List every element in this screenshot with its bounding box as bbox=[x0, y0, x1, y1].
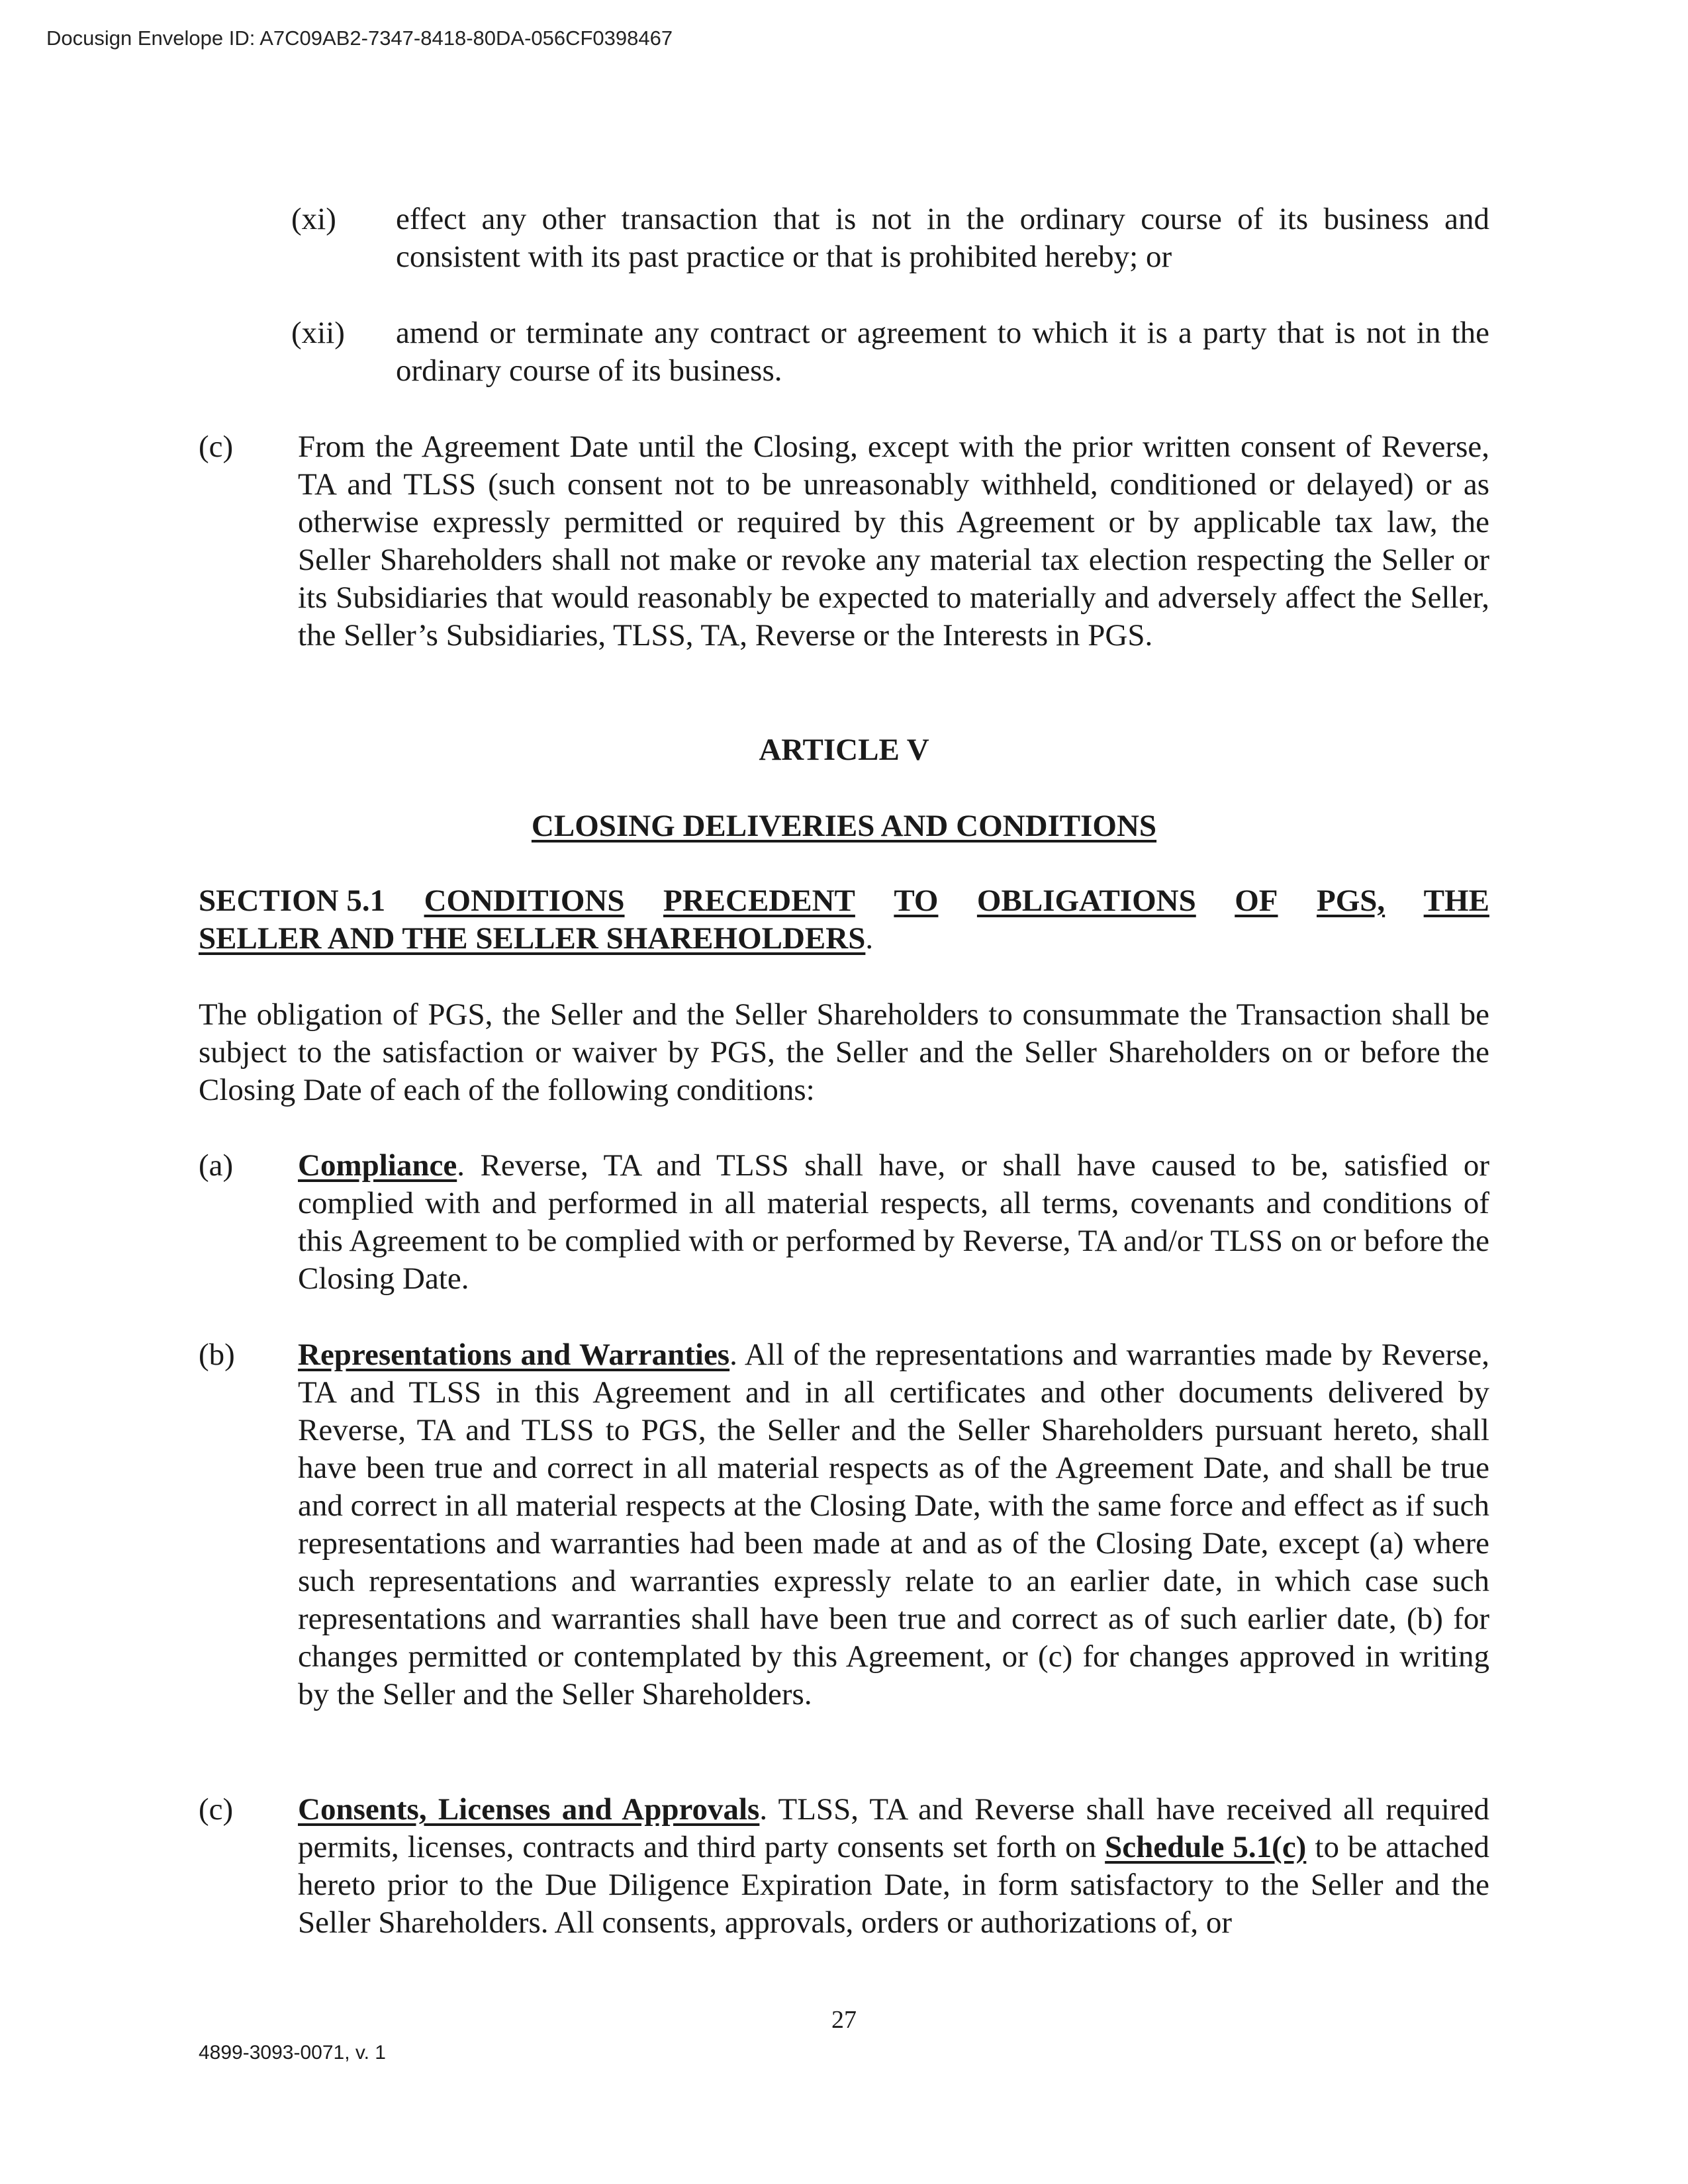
section-heading-line2 bbox=[199, 920, 1489, 958]
condition-text-c-before: . TLSS, TA and Reverse shall have received all required permits, licenses, contracts and third party consents set forth on bbox=[298, 1792, 1489, 1864]
condition-text-a: . Reverse, TA and TLSS shall have, or shall have caused to be, satisfied or complied with and performed in all material respects, all terms, covenants and conditions of this Agreement to be complied with or performed by Reverse, TA and/or TLSS on or before the Closing Date. bbox=[298, 1148, 1489, 1296]
section-title-word-2: PRECEDENT bbox=[663, 884, 855, 918]
section-title-word-1: CONDITIONS bbox=[424, 884, 625, 918]
item-label-c-top: (c) bbox=[199, 430, 234, 464]
condition-c bbox=[298, 1791, 1489, 1942]
section-title-end: . bbox=[865, 921, 874, 956]
section-title-word-5: OF bbox=[1235, 884, 1278, 918]
section-title-word-4: OBLIGATIONS bbox=[976, 884, 1196, 918]
section-number: SECTION 5.1 bbox=[199, 884, 386, 918]
schedule-reference: Schedule 5.1(c) bbox=[1105, 1830, 1307, 1864]
condition-text-b: . All of the representations and warranties made by Reverse, TA and TLSS in this Agreement and in all certificates and other documents delivered by Reverse, TA and TLSS to PGS, the Seller and the Seller Shareholders pursuant hereto, shall have been true and correct in all material respects as of the Agreement Date, and shall be true and correct in all material respects at the Closing Date, with the same force and effect as if such representations and warranties had been made at and as of the Closing Date, except (a) where such representations and warranties expressly relate to an earlier date, in which case such representations and warranties shall have been true and correct as of such earlier date, (b) for changes permitted or contemplated by this Agreement, or (c) for changes approved in writing by the Seller and the Seller Shareholders. bbox=[298, 1338, 1489, 1711]
condition-heading-c: Consents, Licenses and Approvals bbox=[298, 1792, 760, 1827]
section-title-word-6: PGS, bbox=[1317, 884, 1385, 918]
item-label-xi: (xi) bbox=[291, 202, 336, 236]
section-title-word-7: THE bbox=[1423, 884, 1489, 918]
condition-a bbox=[298, 1147, 1489, 1298]
intro-paragraph: The obligation of PGS, the Seller and the Seller Shareholders to consummate the Transaction shall be subject to the satisfaction or waiver by PGS, the Seller and the Seller Shareholders on or before the Closing Date of each of the following conditions: bbox=[199, 997, 1489, 1107]
article-title bbox=[199, 807, 1489, 845]
article-number: ARTICLE V bbox=[759, 733, 929, 767]
envelope-id: Docusign Envelope ID: A7C09AB2-7347-8418-80DA-056CF0398467 bbox=[46, 26, 673, 50]
section-title-line2: SELLER AND THE SELLER SHAREHOLDERS bbox=[199, 921, 866, 956]
condition-heading-a: Compliance bbox=[298, 1148, 457, 1183]
item-text-xii: amend or terminate any contract or agreement to which it is a party that is not in the ordinary course of its business. bbox=[396, 316, 1489, 388]
condition-label-c: (c) bbox=[199, 1792, 234, 1827]
item-label-xii: (xii) bbox=[291, 316, 345, 350]
condition-label-b: (b) bbox=[199, 1338, 235, 1372]
item-text-xi: effect any other transaction that is not in the ordinary course of its business and consistent with its past practice or that is prohibited hereby; or bbox=[396, 202, 1489, 274]
condition-b bbox=[298, 1336, 1489, 1713]
page-number: 27 bbox=[831, 2006, 857, 2034]
article-title-text: CLOSING DELIVERIES AND CONDITIONS bbox=[531, 809, 1157, 843]
condition-heading-b: Representations and Warranties bbox=[298, 1338, 730, 1372]
item-text-c-top: From the Agreement Date until the Closing, except with the prior written consent of Reverse, TA and TLSS (such consent not to be unreasonably withheld, conditioned or delayed) or as otherwise expressly permitted or required by this Agreement or by applicable tax law, the Seller Shareholders shall not make or revoke any material tax election respecting the Seller or its Subsidiaries that would reasonably be expected to materially and adversely affect the Seller, the Seller’s Subsidiaries, TLSS, TA, Reverse or the Interests in PGS. bbox=[298, 430, 1489, 653]
section-title-word-3: TO bbox=[894, 884, 939, 918]
condition-label-a: (a) bbox=[199, 1148, 234, 1183]
section-heading-line1 bbox=[199, 882, 1489, 920]
condition-text-c-after: to be attached hereto prior to the Due Diligence Expiration Date, in form satisfactory to the Seller and the Seller Shareholders. All consents, approvals, orders or authorizations of, or bbox=[298, 1830, 1490, 1940]
document-id: 4899-3093-0071, v. 1 bbox=[199, 2042, 386, 2064]
